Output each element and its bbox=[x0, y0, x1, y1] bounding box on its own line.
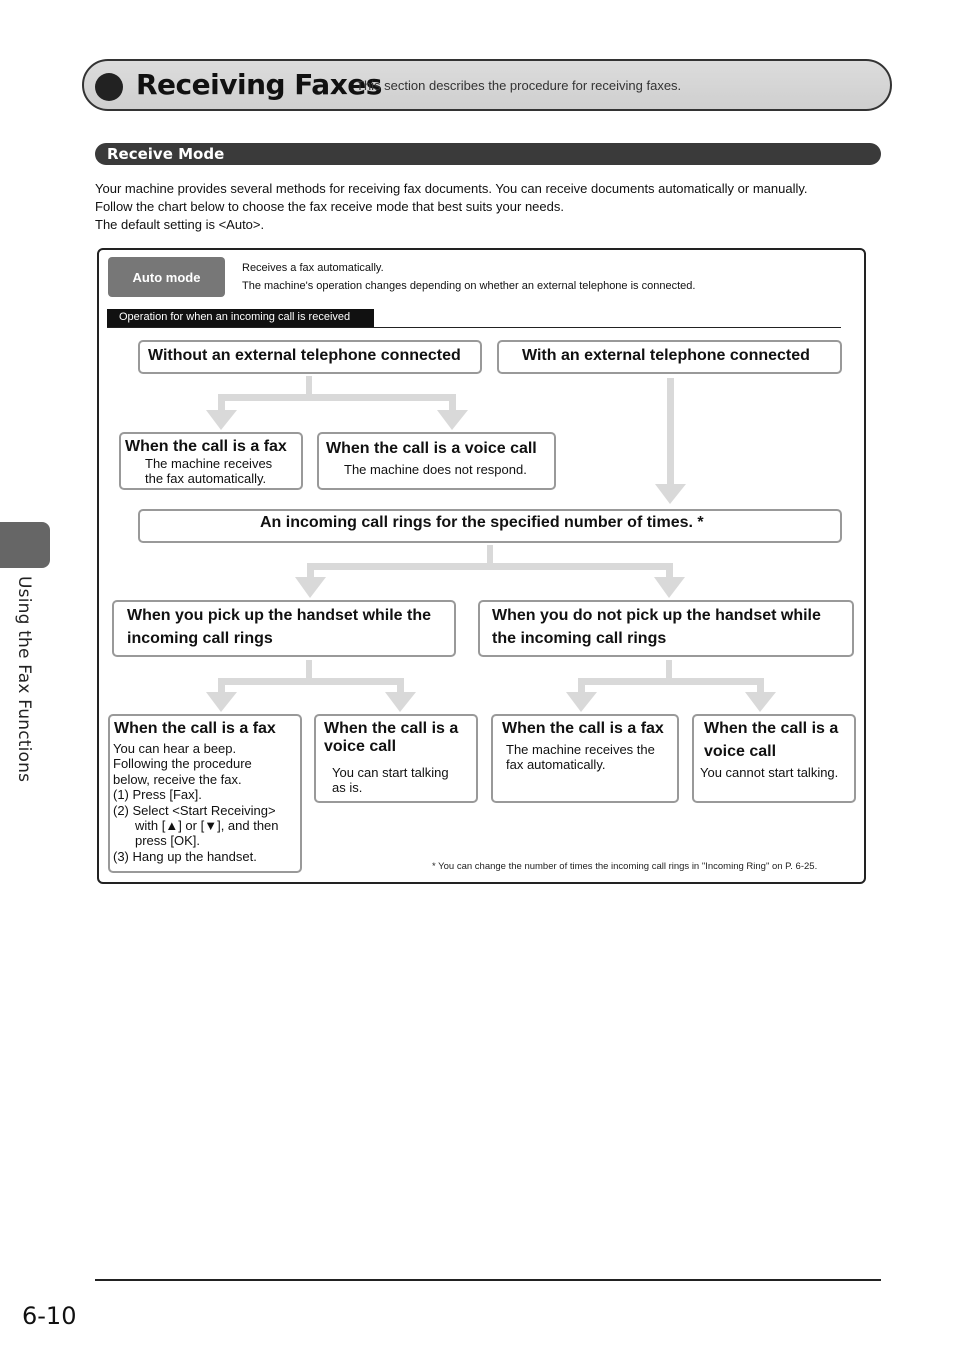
fax-call-line-2f: with [▲] or [▼], and then bbox=[135, 818, 279, 833]
voice-call-line-2a: You can start talking bbox=[332, 765, 449, 780]
voice-call-title-1: When the call is a voice call bbox=[326, 440, 537, 457]
fax-call-line-2b: Following the procedure bbox=[113, 756, 252, 771]
intro-line-1: Your machine provides several methods for receiving fax documents. You can receive documents automatically or manually. bbox=[95, 181, 808, 196]
page-title: Receiving Faxes bbox=[136, 68, 382, 101]
fax-call-line-3a: The machine receives the bbox=[506, 742, 655, 757]
fax-call-line-1a: The machine receives bbox=[145, 456, 273, 471]
fax-call-line-2d: (1) Press [Fax]. bbox=[113, 787, 202, 802]
pick-up-line-1: When you pick up the handset while the bbox=[127, 607, 432, 624]
with-phone-label: With an external telephone connected bbox=[522, 347, 810, 364]
voice-call-title-3a: When the call is a bbox=[704, 720, 839, 737]
without-phone-label: Without an external telephone connected bbox=[148, 347, 461, 364]
pick-up-line-2: incoming call rings bbox=[127, 630, 273, 647]
page-number: 6-10 bbox=[22, 1302, 77, 1330]
intro-line-2: Follow the chart below to choose the fax receive mode that best suits your needs. bbox=[95, 199, 564, 214]
fax-call-title-1: When the call is a fax bbox=[125, 438, 287, 455]
voice-call-title-3b: voice call bbox=[704, 743, 777, 760]
footer-rule bbox=[95, 1279, 881, 1281]
auto-mode-badge: Auto mode bbox=[108, 257, 225, 297]
fax-call-line-2c: below, receive the fax. bbox=[113, 772, 242, 787]
fax-call-title-2: When the call is a fax bbox=[114, 720, 276, 737]
operation-label: Operation for when an incoming call is received bbox=[119, 311, 351, 323]
footnote: * You can change the number of times the incoming call rings in "Incoming Ring" on P. 6-25. bbox=[432, 861, 818, 872]
intro-line-3: The default setting is <Auto>. bbox=[95, 217, 265, 232]
voice-call-title-2b: voice call bbox=[324, 738, 397, 755]
fax-call-line-3b: fax automatically. bbox=[506, 757, 606, 772]
section-title: Receive Mode bbox=[107, 145, 225, 163]
voice-call-line-3a: You cannot start talking. bbox=[700, 765, 839, 780]
no-pick-up-line-1: When you do not pick up the handset while bbox=[492, 607, 821, 624]
rings-label: An incoming call rings for the specified number of times. * bbox=[260, 514, 704, 531]
fax-call-line-2h: (3) Hang up the handset. bbox=[113, 849, 257, 864]
chapter-label: Using the Fax Functions bbox=[14, 576, 34, 783]
voice-call-title-2a: When the call is a bbox=[324, 720, 459, 737]
voice-call-line-1a: The machine does not respond. bbox=[344, 462, 527, 477]
mode-desc-2: The machine's operation changes depending on whether an external telephone is connected. bbox=[242, 280, 696, 292]
fax-call-title-3: When the call is a fax bbox=[502, 720, 664, 737]
page-subtitle: This section describes the procedure for receiving faxes. bbox=[356, 78, 682, 93]
chapter-tab bbox=[0, 522, 50, 568]
fax-call-line-2a: You can hear a beep. bbox=[113, 741, 237, 756]
mode-desc-1: Receives a fax automatically. bbox=[242, 262, 384, 274]
no-pick-up-line-2: the incoming call rings bbox=[492, 630, 667, 647]
fax-call-line-2e: (2) Select <Start Receiving> bbox=[113, 803, 276, 818]
fax-call-line-2g: press [OK]. bbox=[135, 833, 201, 848]
voice-call-line-2b: as is. bbox=[332, 780, 363, 795]
fax-call-line-1b: the fax automatically. bbox=[145, 471, 267, 486]
